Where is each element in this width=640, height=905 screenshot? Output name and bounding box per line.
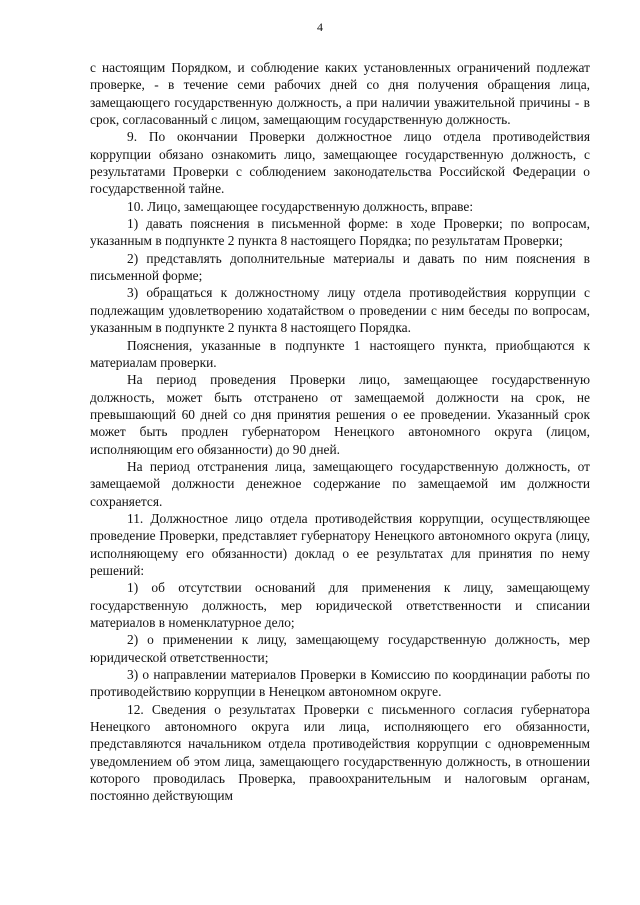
paragraph-suspension-period: На период проведения Проверки лицо, замещающее государственную должность, может быть отстранено от замещаемой должности на срок, не превышающий 60 дней со дня принятия решения о ее проведении. Указанный срок может быть продлен губернатором Ненецкого автономного округа (лицом, исполняющим его обязанности) до 90 дней. <box>90 372 590 457</box>
paragraph-item-11: 11. Должностное лицо отдела противодействия коррупции, осуществляющее проведение Проверки, представляет губернатору Ненецкого автономного округа (лицу, исполняющему его обязанности) доклад о ее результатах для принятия по нему решений: <box>90 510 590 578</box>
paragraph-subitem-10-3: 3) обращаться к должностному лицу отдела противодействия коррупции с подлежащим удовлетворению ходатайством о проведении с ним беседы по вопросам, указанным в подпункте 2 пункта 8 настоящего Порядка. <box>90 285 590 336</box>
paragraph-subitem-10-1: 1) давать пояснения в письменной форме: в ходе Проверки; по вопросам, указанным в подпункте 2 пункта 8 настоящего Порядка; по результатам Проверки; <box>90 216 590 249</box>
document-body <box>90 59 590 805</box>
paragraph-subitem-11-3: 3) о направлении материалов Проверки в Комиссию по координации работы по противодействию коррупции в Ненецком автономном округе. <box>90 667 590 700</box>
paragraph-salary-retained: На период отстранения лица, замещающего государственную должность, от замещаемой должности денежное содержание по замещаемой им должности сохраняется. <box>90 458 590 509</box>
paragraph-item-12: 12. Сведения о результатах Проверки с письменного согласия губернатора Ненецкого автономного округа или лица, исполняющего его обязанности, представляются начальником отдела противодействия коррупции с одновременным уведомлением об этом лица, замещающего государственную должность, в отношении которого проводилась Проверка, правоохранительным и налоговым органам, постоянно действующим <box>90 701 590 804</box>
paragraph-subitem-10-2: 2) представлять дополнительные материалы и давать по ним пояснения в письменной форме; <box>90 250 590 284</box>
paragraph-subitem-11-2: 2) о применении к лицу, замещающему государственную должность, мер юридической ответственности; <box>90 632 590 665</box>
paragraph-continuation: с настоящим Порядком, и соблюдение каких установленных ограничений подлежат проверке, - в течение семи рабочих дней со дня получения обращения лица, замещающего государственную должность, а при наличии уважительной причины - в срок, согласованный с лицом, замещающим государственную должность. <box>90 60 590 128</box>
paragraph-subitem-11-1: 1) об отсутствии оснований для применения к лицу, замещающему государственную должность, мер юридической ответственности и списании материалов в номенклатурное дело; <box>90 580 590 630</box>
paragraph-explanations: Пояснения, указанные в подпункте 1 настоящего пункта, приобщаются к материалам проверки. <box>90 337 590 370</box>
page-number: 4 <box>317 20 323 34</box>
paragraph-item-10: 10. Лицо, замещающее государственную должность, вправе: <box>127 198 474 214</box>
paragraph-item-9: 9. По окончании Проверки должностное лицо отдела противодействия коррупции обязано ознакомить лицо, замещающее государственную должность, с результатами Проверки с соблюдением законодательства Российской Федерации о государственной тайне. <box>90 129 590 197</box>
